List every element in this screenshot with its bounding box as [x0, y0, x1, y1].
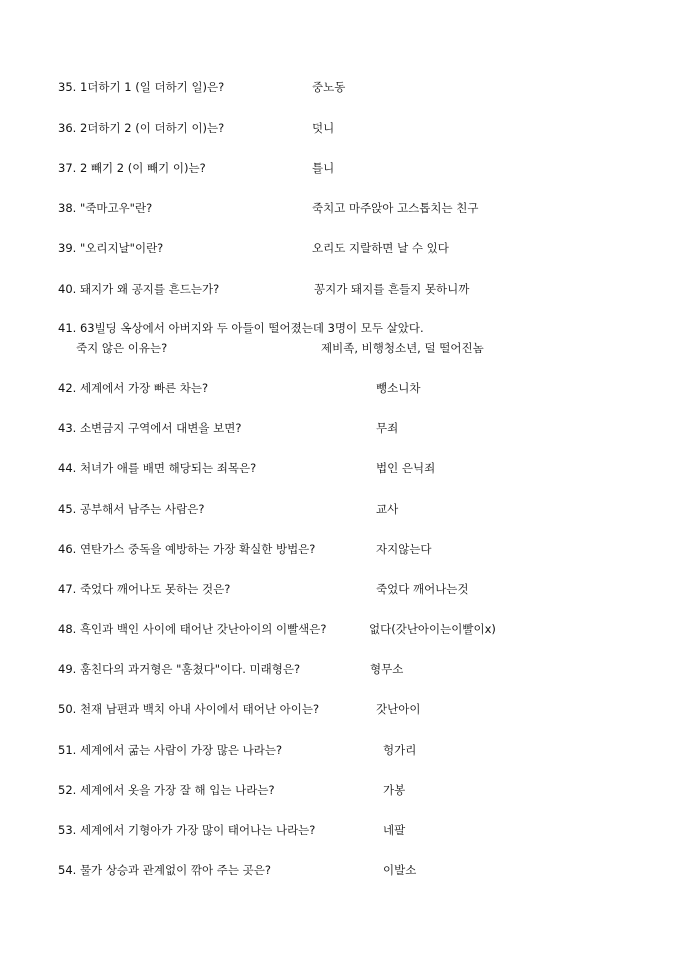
answer-54: 이발소: [383, 863, 417, 877]
question-37: 37. 2 빼기 2 (이 빼기 이)는?: [58, 161, 206, 175]
question-41-continued: 죽지 않은 이유는?: [76, 341, 168, 355]
answer-38: 죽치고 마주앉아 고스톱치는 친구: [312, 201, 479, 215]
question-49: 49. 훔친다의 과거형은 "훔쳤다"이다. 미래형은?: [58, 662, 301, 676]
question-36: 36. 2더하기 2 (이 더하기 이)는?: [58, 121, 225, 135]
question-54: 54. 물가 상승과 관계없이 깎아 주는 곳은?: [58, 863, 271, 877]
answer-45: 교사: [376, 502, 399, 516]
question-43: 43. 소변금지 구역에서 대변을 보면?: [58, 421, 242, 435]
answer-41: 제비족, 비행청소년, 덜 떨어진놈: [321, 341, 484, 355]
question-51: 51. 세계에서 굶는 사람이 가장 많은 나라는?: [58, 743, 283, 757]
answer-42: 뺑소니차: [376, 381, 421, 395]
answer-36: 덧니: [312, 121, 335, 135]
question-52: 52. 세계에서 옷을 가장 잘 해 입는 나라는?: [58, 783, 275, 797]
answer-50: 갓난아이: [376, 702, 421, 716]
question-41: 41. 63빌딩 옥상에서 아버지와 두 아들이 떨어졌는데 3명이 모두 살았다.: [58, 321, 424, 335]
question-50: 50. 천재 남편과 백치 아내 사이에서 태어난 아이는?: [58, 702, 320, 716]
answer-52: 가봉: [383, 783, 406, 797]
answer-47: 죽었다 깨어나는것: [376, 582, 469, 596]
question-46: 46. 연탄가스 중독을 예방하는 가장 확실한 방법은?: [58, 542, 316, 556]
answer-49: 형무소: [370, 662, 404, 676]
answer-48: 없다(갓난아이는이빨이x): [369, 622, 496, 636]
question-47: 47. 죽었다 깨어나도 못하는 것은?: [58, 582, 231, 596]
question-42: 42. 세계에서 가장 빠른 차는?: [58, 381, 209, 395]
answer-37: 틀니: [312, 161, 335, 175]
answer-44: 법인 은닉죄: [376, 461, 436, 475]
question-39: 39. "오리지날"이란?: [58, 241, 164, 255]
answer-46: 자지않는다: [376, 542, 432, 556]
answer-53: 네팔: [383, 823, 406, 837]
answer-35: 중노동: [312, 80, 346, 94]
question-44: 44. 처녀가 애를 배면 해당되는 죄목은?: [58, 461, 257, 475]
question-48: 48. 흑인과 백인 사이에 태어난 갓난아이의 이빨색은?: [58, 622, 327, 636]
answer-39: 오리도 지랄하면 날 수 있다: [312, 241, 449, 255]
question-38: 38. "죽마고우"란?: [58, 201, 153, 215]
question-53: 53. 세계에서 기형아가 가장 많이 태어나는 나라는?: [58, 823, 316, 837]
answer-43: 무죄: [376, 421, 399, 435]
answer-51: 헝가리: [383, 743, 417, 757]
question-45: 45. 공부해서 남주는 사람은?: [58, 502, 205, 516]
answer-40: 꽁지가 돼지를 흔들지 못하니까: [314, 282, 470, 296]
question-40: 40. 돼지가 왜 공지를 흔드는가?: [58, 282, 220, 296]
question-35: 35. 1더하기 1 (일 더하기 일)은?: [58, 80, 225, 94]
